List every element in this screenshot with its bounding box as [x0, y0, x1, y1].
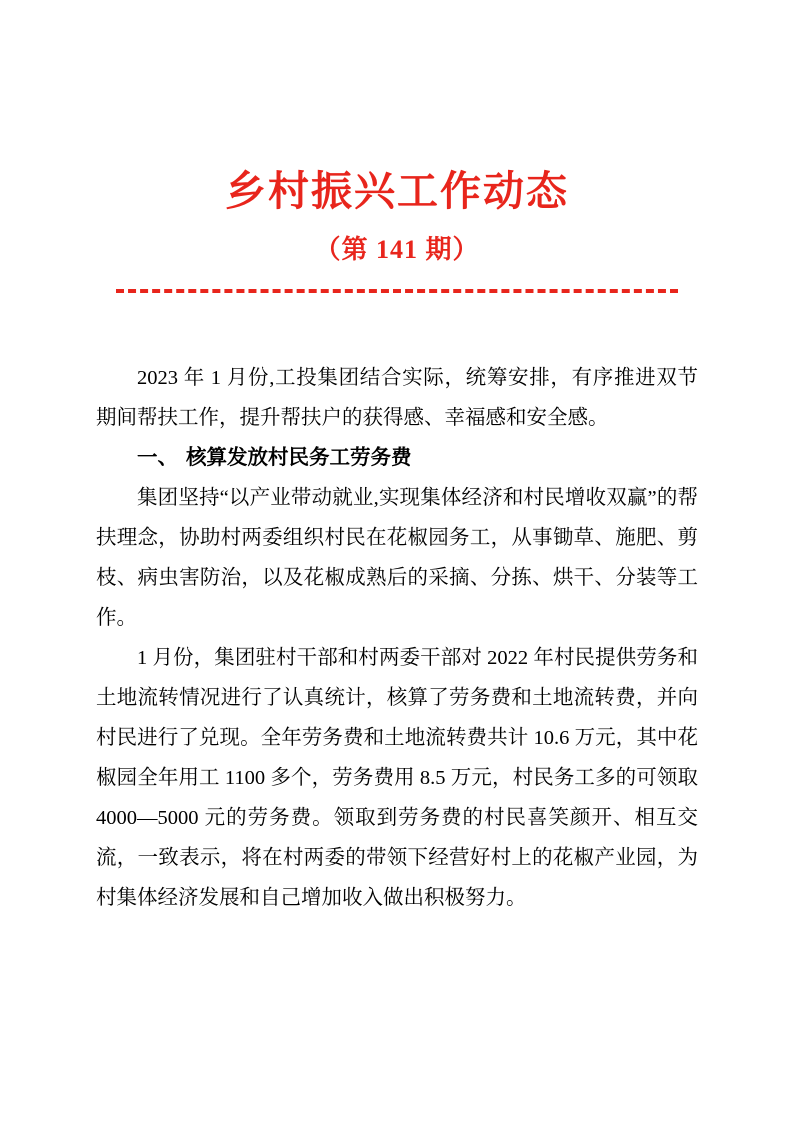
section-number: 一、	[137, 447, 178, 470]
document-body	[96, 358, 698, 918]
body-paragraph: 集团坚持“以产业带动就业,实现集体经济和村民增收双赢”的帮扶理念，协助村两委组织村民在花椒园务工，从事锄草、施肥、剪枝、病虫害防治，以及花椒成熟后的采摘、分拣、烘干、分装等工作。	[96, 487, 698, 630]
page-title: 乡村振兴工作动态	[225, 168, 569, 214]
section-heading	[96, 438, 698, 478]
issue-number: （第 141 期）	[314, 235, 480, 265]
section-heading-text: 核算发放村民务工劳务费	[186, 447, 412, 470]
lead-paragraph: 2023 年 1 月份,工投集团结合实际，统筹安排，有序推进双节期间帮扶工作，提升帮扶户的获得感、幸福感和安全感。	[96, 367, 698, 430]
title-divider	[96, 286, 698, 296]
body-paragraph: 1 月份，集团驻村干部和村两委干部对 2022 年村民提供劳务和土地流转情况进行了认真统计，核算了劳务费和土地流转费，并向村民进行了兑现。全年劳务费和土地流转费共计 10.6 万元，其中花椒园全年用工 1100 多个，劳务费用 8.5 万元，村民务工多的可领取 4000—5000 元的劳务费。领取到劳务费的村民喜笑颜开、相互交流，一致表示，将在村两委的带领下经营好村上的花椒产业园，为村集体经济发展和自己增加收入做出积极努力。	[96, 647, 698, 910]
document-content	[96, 62, 698, 918]
dashed-rule	[116, 289, 678, 293]
